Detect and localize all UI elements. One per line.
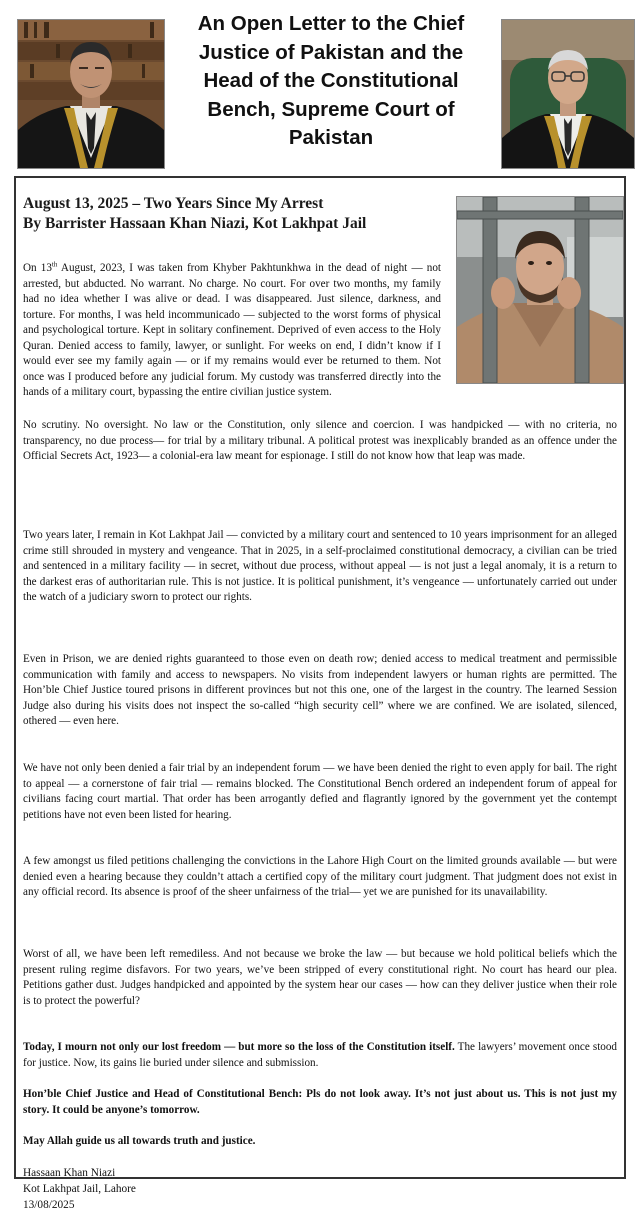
mourn-emphasis: Today, I mourn not only our lost freedom — but more so the loss of the Constitution itself. [23,1041,455,1053]
paragraph-mourn: Today, I mourn not only our lost freedom — but more so the loss of the Constitution itself. The lawyers’ movement once stood for justice. Now, its gains lie buried under silence and submission. [23,1041,618,1069]
letter-body [23,194,618,1211]
heading-author-line: By Barrister Hassaan Khan Niazi, Kot Lakhpat Jail [23,215,367,232]
heading-date-line: August 13, 2025 – Two Years Since My Arrest [23,195,324,212]
paragraph-prayer: May Allah guide us all towards truth and justice. [23,1135,256,1147]
paragraph-appeal: Hon’ble Chief Justice and Head of Constitutional Bench: Pls do not look away. It’s not just about us. This is not just my story. It could be anyone’s tomorrow. [23,1088,617,1116]
letter-title: An Open Letter to the Chief Justice of Pakistan and the Head of the Constitutional Bench, Supreme Court of Pakistan [197,12,465,149]
signature-name: Hassaan Khan Niazi [23,1167,116,1179]
signature-date: 13/08/2025 [23,1199,75,1211]
paragraph-no-scrutiny: No scrutiny. No oversight. No law or the Constitution, only silence and coercion. I was handpicked — with no criteria, no transparency, no due process— for trial by a military tribunal. A political protest was inexplicably branded as an offence under the Official Secrets Act, 1923— a colonial-era law meant for espionage. I still do not know how that leap was made. [23,419,617,462]
paragraph-prison-rights: Even in Prison, we are denied rights guaranteed to those even on death row; denied access to medical treatment and permissible communication with family and access to newspapers. No visits from independent lawyers or human rights are permitted. The Hon’ble Chief Justice toured prisons in different provinces but not this one, one of the largest in the country. The learned Session Judge also during his visits does not inspect the so-called “high security cell” where we are confined. We are isolated, silenced, othered — even here. [23,653,617,727]
signature-place: Kot Lakhpat Jail, Lahore [23,1183,136,1195]
paragraph-fair-trial: We have not only been denied a fair trial by an independent forum — we have been denied the right to even apply for bail. The right to appeal — a cornerstone of fair trial — remains blocked. The Constitutional Bench ordered an independent forum of appeal for civilians facing court martial. That order has been arrogantly defied and flagrantly ignored by the government yet the contempt petitions have not even been listed for hearing. [23,762,617,821]
chief-justice-photo [17,19,165,169]
paragraph-conviction: Two years later, I remain in Kot Lakhpat Jail — convicted by a military court and sentenced to 10 years imprisonment for an alleged crime still shrouded in mystery and vengeance. That in 2025, in a self-proclaimed constitutional democracy, a civilian can be tried and sentenced in a military facility — in secret, without due process, without appeal — is not just a legal anomaly, it is a return to the darkest eras of authoritarian rule. This is not justice. It is political punishment, it’s vengeance — unfortunately carried out under the watch of a judiciary sworn to protect our rights. [23,529,617,603]
constitutional-bench-head-photo [501,19,635,169]
letter-header [0,0,643,172]
letter-frame [14,176,626,1211]
paragraph-abduction: On 13th August, 2023, I was taken from Khyber Pakhtunkhwa in the dead of night — not arrested, but abducted. No warrant. No charge. No court. For over two months, my family had no idea whether I was alive or dead. I was disappeared. Just silence, darkness, and torture. For months, I was held incommunicado — subjected to the worst forms of physical and psychological torture. Kept in solitary confinement. Deprived of even access to the Holy Quran. Denied access to family, lawyer, or sunlight. For weeks on end, I didn’t know if I would ever see my family again — or if my remains would ever be returned to them. Not once was I produced before any judicial forum. My custody was transferred directly into the hands of a military court, bypassing the entire civilian justice system. [23,260,441,398]
paragraph-petitions: A few amongst us filed petitions challenging the convictions in the Lahore High Court on the limited grounds available — but were denied even a hearing because they couldn’t attach a certified copy of the military court judgment. That judgment does not exist in any official record. Its absence is proof of the sheer unfairness of the trial— yet we are punished for its unavailability. [23,855,617,898]
paragraph-remediless: Worst of all, we have been left remediless. And not because we broke the law — but because we hold political beliefs which the present ruling regime disfavors. For two years, we’ve been stripped of every constitutional right. No court has heard our plea. Petitions gather dust. Judges handpicked and appointed by the system hear our cases — how can they deliver justice when their role is to protect the powerful? [23,948,617,1007]
